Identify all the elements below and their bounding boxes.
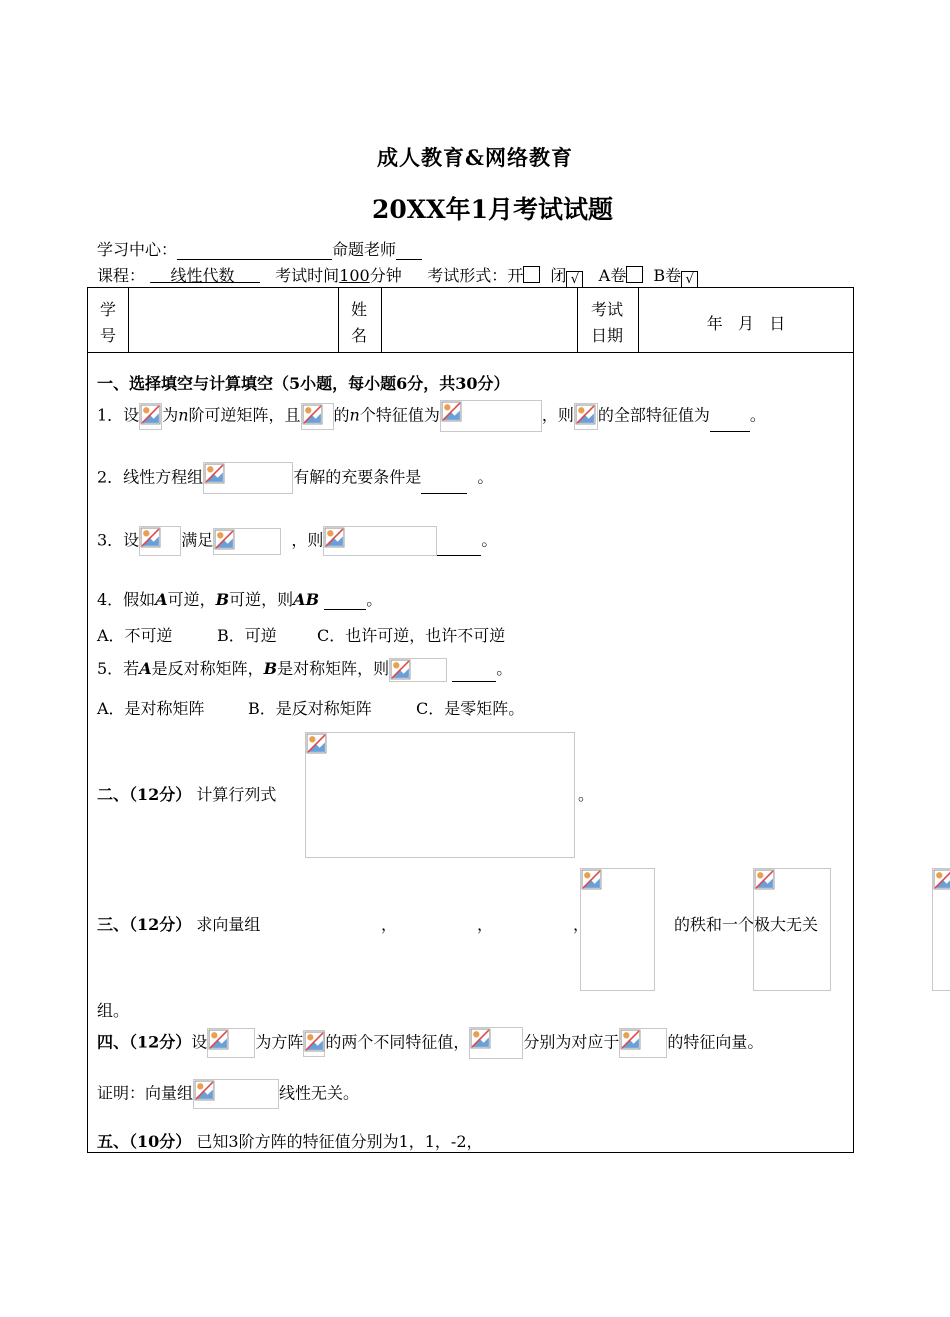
- table-border-mid: [87, 352, 854, 353]
- vector-comma-3: ，: [573, 915, 590, 934]
- q5: 5．若A是反对称矩阵，B是对称矩阵，则 。: [97, 656, 512, 682]
- formula-image: [203, 462, 293, 494]
- section3-wrap: 组。: [97, 1001, 130, 1020]
- open-checkbox[interactable]: [523, 266, 540, 283]
- q3: 3．设 满足 ，则 。: [97, 526, 497, 556]
- table-border-left: [87, 287, 88, 1153]
- q4-option-b[interactable]: B．可逆: [217, 626, 277, 645]
- org-title: 成人教育&网络教育: [377, 145, 573, 170]
- formula-image: [207, 1028, 255, 1058]
- form-label: 考试形式：开: [427, 266, 524, 285]
- formula-image: [440, 400, 542, 432]
- closed-checkbox[interactable]: √: [566, 271, 583, 288]
- formula-image: [139, 403, 162, 430]
- q1: 1．设 为n阶可逆矩阵，且 的n个特征值为 ，则 的全部特征值为 。: [97, 400, 766, 432]
- answer-blank[interactable]: [452, 665, 496, 682]
- vector-image-3: [932, 868, 950, 991]
- answer-blank[interactable]: [324, 593, 366, 610]
- course-value: 线性代数: [170, 266, 235, 285]
- section2-text: 二、（12分） 计算行列式: [97, 785, 277, 804]
- section5-text: 五、（10分） 已知3阶方阵的特征值分别为1，1，-2，: [97, 1132, 483, 1151]
- section2-end: 。: [578, 785, 595, 804]
- course-label: 课程：: [97, 266, 146, 285]
- formula-image: [193, 1079, 279, 1109]
- teacher-blank[interactable]: [396, 243, 422, 260]
- section3-tail: 的秩和一个极大无关: [674, 915, 819, 934]
- q4: 4．假如A可逆，B可逆，则AB 。: [97, 590, 383, 609]
- course-line: [97, 263, 698, 288]
- q4-option-a[interactable]: A．不可逆: [97, 626, 173, 645]
- section3-text: 三、（12分） 求向量组: [97, 915, 261, 934]
- answer-blank[interactable]: [710, 415, 750, 432]
- formula-image: [619, 1028, 667, 1058]
- vector-comma-2: ，: [477, 915, 494, 934]
- q2: 2．线性方程组 有解的充要条件是 。: [97, 462, 493, 494]
- center-blank[interactable]: [177, 243, 332, 260]
- paper-b-label: B卷: [653, 266, 682, 285]
- table-border-bottom: [87, 1152, 854, 1153]
- q5-option-b[interactable]: B．是反对称矩阵: [248, 699, 372, 718]
- formula-image: [469, 1027, 523, 1059]
- answer-blank[interactable]: [421, 477, 467, 494]
- teacher-label: 命题老师: [332, 240, 397, 259]
- formula-image: [574, 403, 598, 430]
- closed-label: 闭: [550, 266, 567, 285]
- date-label-2: 日期: [591, 326, 624, 345]
- name-label-2: 名: [351, 326, 368, 345]
- table-divider-4: [577, 287, 578, 353]
- q5-option-c[interactable]: C．是零矩阵。: [416, 699, 525, 718]
- date-value: 年 月 日: [706, 314, 786, 333]
- center-label: 学习中心：: [97, 240, 178, 259]
- paper-a-label: A卷: [598, 266, 627, 285]
- exam-title: 20XX年1月考试试题: [372, 195, 613, 224]
- answer-blank[interactable]: [437, 539, 481, 556]
- student-id-label-1: 学: [100, 300, 117, 319]
- formula-image: [139, 526, 181, 556]
- time-value: 100: [339, 266, 370, 285]
- table-divider-2: [338, 287, 339, 353]
- paper-b-checkbox[interactable]: √: [681, 271, 698, 288]
- section1-heading: 一、选择填空与计算填空（5小题，每小题6分，共30分）: [97, 374, 510, 393]
- proof-text: 证明：向量组 线性无关。: [97, 1079, 359, 1109]
- name-label-1: 姓: [351, 300, 368, 319]
- table-border-right: [853, 287, 854, 1153]
- section4-text: 四、（12分）设 为方阵 的两个不同特征值， 分别为对应于 的特征向量。: [97, 1027, 763, 1059]
- time-label: 考试时间: [275, 266, 340, 285]
- formula-image: [301, 403, 334, 430]
- paper-a-checkbox[interactable]: [626, 266, 643, 283]
- student-id-label-2: 号: [100, 326, 117, 345]
- determinant-image: [305, 732, 575, 858]
- student-id-field[interactable]: [129, 288, 337, 351]
- date-label-1: 考试: [591, 300, 624, 319]
- formula-image: [213, 528, 281, 555]
- center-line: [97, 237, 422, 260]
- vector-image-1: [580, 868, 655, 991]
- formula-image: [303, 1030, 325, 1057]
- q5-option-a[interactable]: A．是对称矩阵: [97, 699, 205, 718]
- q4-option-c[interactable]: C．也许可逆，也许不可逆: [317, 626, 506, 645]
- name-field[interactable]: [382, 288, 576, 351]
- vector-comma-1: ，: [381, 915, 398, 934]
- formula-image: [323, 526, 437, 556]
- formula-image: [389, 658, 447, 682]
- time-unit: 分钟: [369, 266, 402, 285]
